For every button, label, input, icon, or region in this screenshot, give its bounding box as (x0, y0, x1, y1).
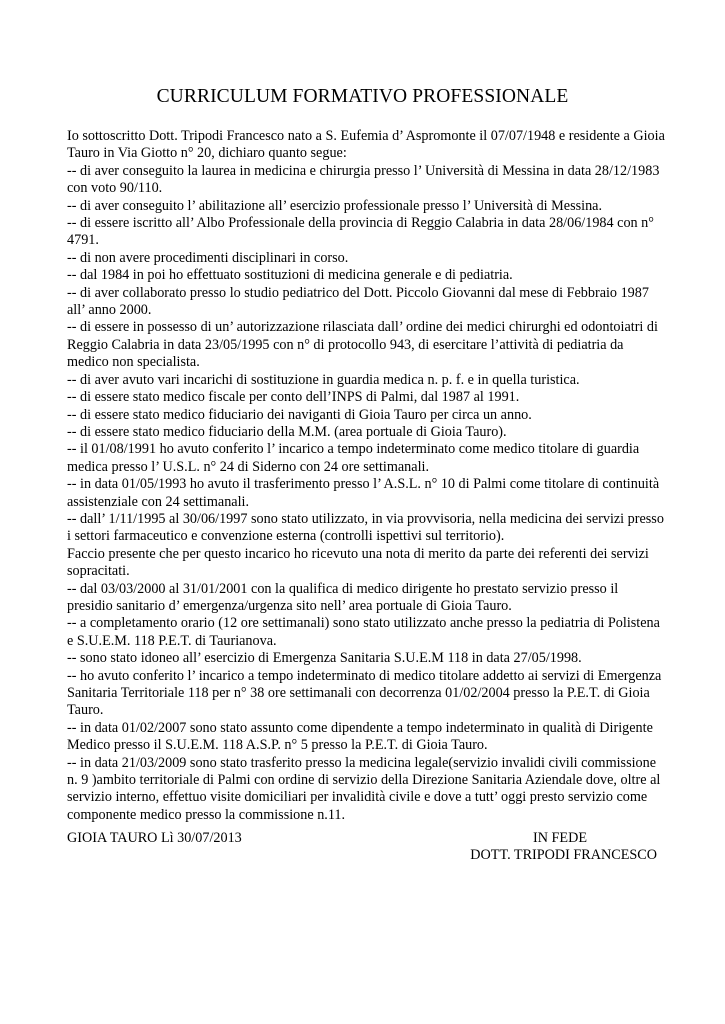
document-title: CURRICULUM FORMATIVO PROFESSIONALE (156, 86, 569, 107)
intro-paragraph: Io sottoscritto Dott. Tripodi Francesco nato a S. Eufemia d’ Aspromonte il 07/07/1948 e residente a Gioia Tauro in Via Giotto n° 20, dichiaro quanto segue: (67, 128, 665, 162)
list-item: -- di essere stato medico fiduciario della M.M. (area portuale di Gioia Tauro). (67, 423, 507, 440)
list-item: -- in data 01/02/2007 sono stato assunto come dipendente a tempo indeterminato in qualità di Dirigente Medico presso il S.U.E.M. 118 A.S.P. n° 5 presso la P.E.T. di Gioia Tauro. (67, 719, 653, 754)
document-body (67, 128, 667, 824)
list-item: -- di non avere procedimenti disciplinari in corso. (67, 249, 349, 266)
list-item: -- in data 21/03/2009 sono stato trasferito presso la medicina legale(servizio invalidi civili commissione n. 9 )ambito territoriale di Palmi con ordine di servizio della Direzione Sanitaria Aziendale dove, oltre al servizio interno, effettuo visite domiciliari per invalidità civile e dove a tutt’ oggi presto servizio come componente medico presso la commissione n.11. (67, 754, 661, 823)
list-item: -- di aver collaborato presso lo studio pediatrico del Dott. Piccolo Giovanni dal mese di Febbraio 1987 all’ anno 2000. (67, 284, 649, 319)
signature-block (440, 830, 657, 865)
list-item: -- di essere stato medico fiduciario dei naviganti di Gioia Tauro per circa un anno. (67, 406, 532, 423)
list-item: -- di essere stato medico fiscale per conto dell’INPS di Palmi, dal 1987 al 1991. (67, 389, 520, 406)
list-item: -- di aver conseguito la laurea in medicina e chirurgia presso l’ Università di Messina in data 28/12/1983 con voto 90/110. (67, 162, 660, 197)
signer-name: DOTT. TRIPODI FRANCESCO (470, 847, 657, 864)
list-item: -- il 01/08/1991 ho avuto conferito l’ incarico a tempo indeterminato come medico titolare di guardia medica presso l’ U.S.L. n° 24 di Siderno con 24 ore settimanali. (67, 441, 640, 475)
list-item: -- in data 01/05/1993 ho avuto il trasferimento presso l’ A.S.L. n° 10 di Palmi come titolare di continuità assistenziale con 24 settimanali. (67, 476, 660, 510)
list-item: -- di aver avuto vari incarichi di sostituzione in guardia medica n. p. f. e in quella turistica. (67, 371, 580, 388)
list-item: -- di aver conseguito l’ abilitazione all’ esercizio professionale presso l’ Università di Messina. (67, 197, 603, 214)
list-item: -- dal 1984 in poi ho effettuato sostituzioni di medicina generale e di pediatria. (67, 267, 513, 284)
list-item: -- a completamento orario (12 ore settimanali) sono stato utilizzato anche presso la pediatria di Polistena e S.U.E.M. 118 P.E.T. di Taurianova. (67, 615, 660, 649)
note-paragraph: Faccio presente che per questo incarico ho ricevuto una nota di merito da parte dei referenti dei servizi sopracitati. (67, 545, 649, 580)
list-item: -- sono stato idoneo all’ esercizio di Emergenza Sanitaria S.U.E.M 118 in data 27/05/1998. (67, 650, 582, 667)
place-date: GIOIA TAURO Lì 30/07/2013 (67, 830, 242, 846)
closing-line: IN FEDE (533, 830, 587, 846)
list-item: -- dall’ 1/11/1995 al 30/06/1997 sono stato utilizzato, in via provvisoria, nella medicina dei servizi presso i settori farmaceutico e convenzione esterna (controlli ispettivi sul territorio). (67, 510, 664, 545)
list-item: -- ho avuto conferito l’ incarico a tempo indeterminato di medico titolare addetto ai servizi di Emergenza Sanitaria Territoriale 118 per n° 38 ore settimanali con decorrenza 01/02/2004 presso la P.E.T. di Gioia Tauro. (67, 667, 662, 719)
list-item: -- dal 03/03/2000 al 31/01/2001 con la qualifica di medico dirigente ho prestato servizio presso il presidio sanitario d’ emergenza/urgenza sito nell’ area portuale di Gioia Tauro. (67, 580, 619, 614)
list-item: -- di essere in possesso di un’ autorizzazione rilasciata dall’ ordine dei medici chirurghi ed odontoiatri di Reggio Calabria in data 23/05/1995 con n° di protocollo 943, di esercitare l’attività di pediatria da medico non specialista. (67, 319, 658, 371)
list-item: -- di essere iscritto all’ Albo Professionale della provincia di Reggio Calabria in data 28/06/1984 con n° 4791. (67, 215, 654, 249)
